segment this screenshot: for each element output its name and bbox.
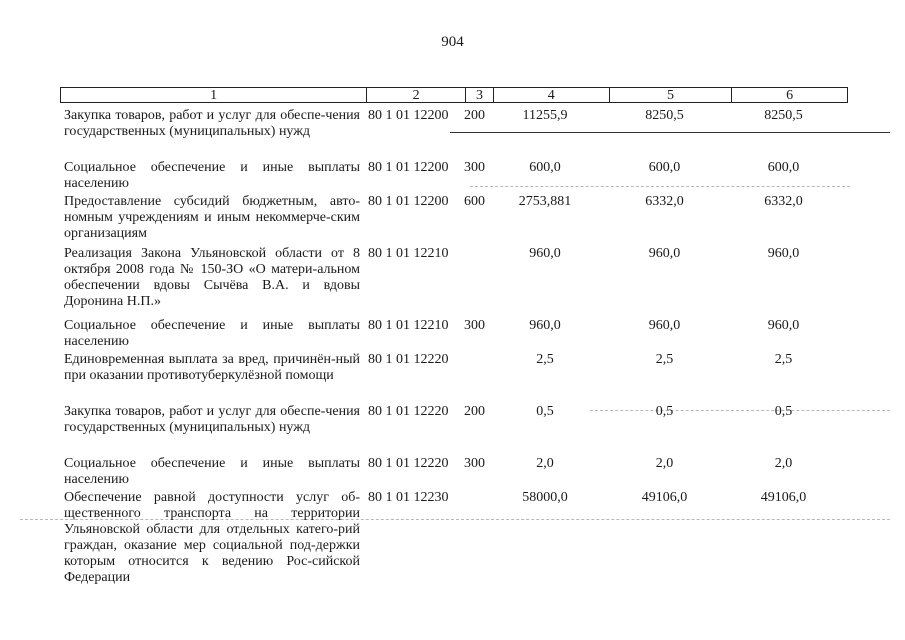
row-value-col4: 2,0: [536, 456, 554, 471]
header-col-6: 6: [786, 88, 794, 103]
row-value-col6: 0,5: [774, 404, 793, 419]
table-row: [60, 108, 848, 140]
row-name: Обеспечение равной доступности услуг об-щественного транспорта на территории Ульяновской области для отдельных катего-рий граждан, оказание мер социальной под-держки которым относится к ведению Рос-сийской Федерации: [64, 490, 360, 585]
row-value-col6: 960,0: [767, 318, 800, 333]
row-expense-type: 300: [464, 456, 485, 471]
row-value-col5: 960,0: [648, 318, 681, 333]
row-expense-type: 200: [464, 404, 485, 419]
row-expense-type: 200: [464, 108, 485, 123]
row-value-col6: 2,0: [774, 456, 793, 471]
row-code: 80 1 01 12200: [368, 160, 449, 175]
row-name: Социальное обеспечение и иные выплаты населению: [64, 318, 360, 349]
row-value-col6: 960,0: [767, 246, 800, 261]
header-col-2: 2: [367, 88, 466, 102]
row-expense-type: [459, 352, 487, 384]
page-number: 904: [441, 34, 464, 50]
row-value-col5: 8250,5: [645, 108, 684, 123]
row-code: 80 1 01 12210: [368, 246, 449, 261]
table-row: [60, 456, 848, 488]
row-name: Единовременная выплата за вред, причинён-ный при оказании противотуберкулёзной помощи: [64, 352, 360, 383]
row-name: Социальное обеспечение и иные выплаты населению: [64, 456, 360, 487]
row-code: 80 1 01 12220: [368, 456, 449, 471]
row-value-col4: 58000,0: [522, 490, 568, 505]
row-code: 80 1 01 12200: [368, 194, 449, 209]
row-code: 80 1 01 12220: [368, 404, 449, 419]
row-value-col5: 2,5: [655, 352, 674, 367]
row-value-col4: 2753,881: [518, 194, 572, 209]
row-value-col4: 960,0: [529, 246, 561, 261]
header-col-3: 3: [466, 88, 494, 102]
row-expense-type: [459, 490, 487, 586]
header-col-5: 5: [610, 88, 733, 102]
row-expense-type: 600: [464, 194, 485, 209]
row-value-col4: 960,0: [529, 318, 561, 333]
row-code: 80 1 01 12220: [368, 352, 449, 367]
row-value-col6: 2,5: [774, 352, 793, 367]
row-name: Социальное обеспечение и иные выплаты населению: [64, 160, 360, 191]
row-value-col6: 8250,5: [764, 108, 803, 123]
row-expense-type: 300: [464, 318, 485, 333]
row-name: Предоставление субсидий бюджетным, авто-номным учреждениям и иным некоммерче-ским организациям: [64, 194, 360, 241]
row-expense-type: [459, 246, 487, 310]
row-value-col4: 600,0: [529, 160, 561, 175]
header-col-4: 4: [494, 88, 610, 102]
row-expense-type: 300: [464, 160, 485, 175]
row-value-col4: 11255,9: [522, 108, 568, 123]
table-row: [60, 352, 848, 384]
header-col-1: 1: [61, 88, 367, 102]
row-value-col4: 0,5: [536, 404, 554, 419]
table-row: [60, 194, 848, 242]
table-row: [60, 160, 848, 192]
table-row: [60, 318, 848, 350]
row-value-col6: 49106,0: [760, 490, 807, 505]
row-code: 80 1 01 12200: [368, 108, 449, 123]
row-value-col5: 49106,0: [641, 490, 688, 505]
row-value-col5: 0,5: [655, 404, 674, 419]
table-row: [60, 404, 848, 436]
row-code: 80 1 01 12210: [368, 318, 449, 333]
table-row: [60, 246, 848, 310]
row-value-col5: 600,0: [648, 160, 681, 175]
table-row: [60, 490, 848, 586]
row-value-col4: 2,5: [536, 352, 554, 367]
row-name: Закупка товаров, работ и услуг для обеспе-чения государственных (муниципальных) нужд: [64, 108, 360, 139]
row-code: 80 1 01 12230: [368, 490, 449, 505]
table-header: [60, 87, 848, 103]
row-value-col6: 6332,0: [764, 194, 803, 209]
row-name: Реализация Закона Ульяновской области от 8 октября 2008 года № 150-ЗО «О матери-альном обеспечении вдовы Сычёва В.А. и вдовы Доронина Н.П.»: [64, 246, 360, 309]
row-name: Закупка товаров, работ и услуг для обеспе-чения государственных (муниципальных) нужд: [64, 404, 360, 435]
row-value-col5: 6332,0: [645, 194, 684, 209]
row-value-col5: 2,0: [655, 456, 674, 471]
row-value-col5: 960,0: [648, 246, 681, 261]
row-value-col6: 600,0: [767, 160, 800, 175]
